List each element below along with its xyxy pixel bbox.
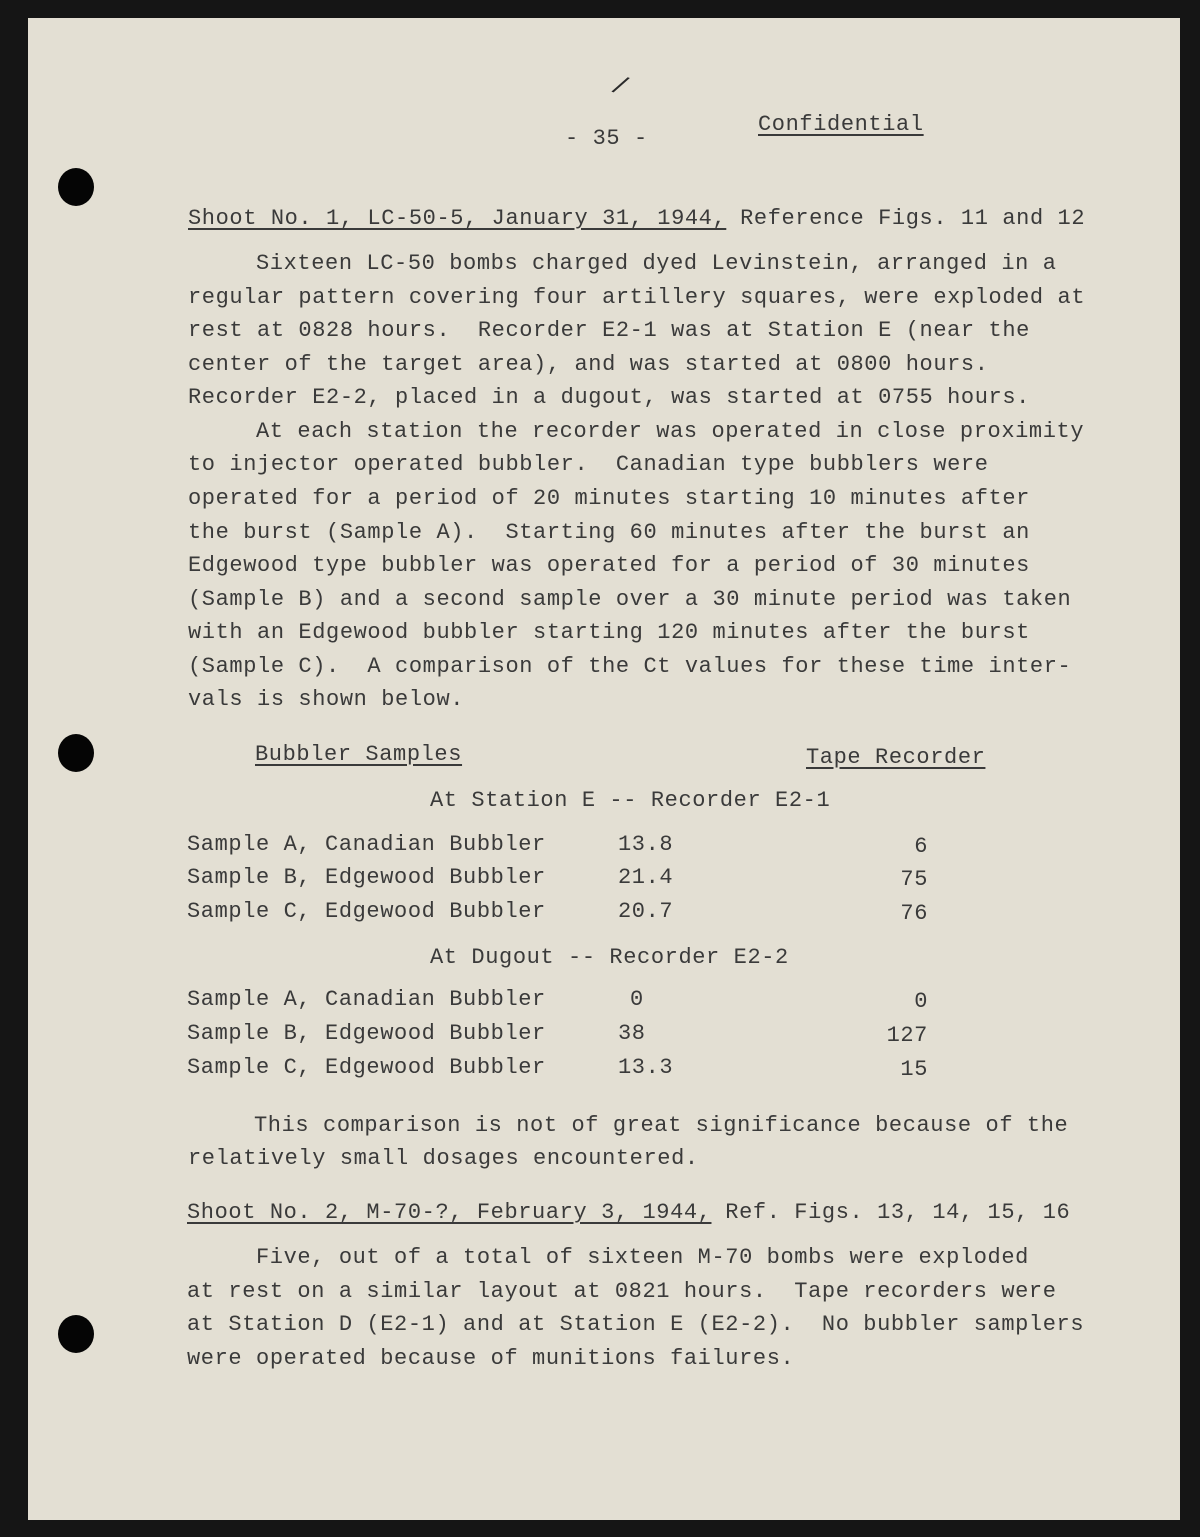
table-cell-tape: 75 [900,867,928,892]
shoot1-reference: Reference Figs. 11 and 12 [726,206,1086,231]
shoot2-reference: Ref. Figs. 13, 14, 15, 16 [711,1200,1071,1225]
table-cell-bubbler: 13.3 [618,1055,674,1080]
table-row-label: Sample B, Edgewood Bubbler [187,865,546,890]
punch-hole [58,734,94,772]
confidential-label: Confidential [758,112,924,137]
table-cell-bubbler: 0 [630,987,644,1012]
paragraph-line: Recorder E2-2, placed in a dugout, was started at 0755 hours. [188,385,1030,410]
table-cell-tape: 15 [900,1057,928,1082]
shoot2-title: Shoot No. 2, M-70-?, February 3, 1944, [187,1200,712,1225]
punch-hole [58,168,94,206]
table-header-tape: Tape Recorder [806,745,986,770]
paragraph-line: operated for a period of 20 minutes starting 10 minutes after [188,486,1030,511]
paragraph-line: at rest on a similar layout at 0821 hours. Tape recorders were [187,1279,1057,1304]
table-cell-tape: 76 [900,901,928,926]
table-row-label: Sample C, Edgewood Bubbler [187,1055,546,1080]
shoot1-heading [188,206,1085,232]
pencil-mark: / [607,70,633,104]
paragraph-line: Five, out of a total of sixteen M-70 bombs were exploded [256,1245,1029,1270]
paragraph-line: relatively small dosages encountered. [188,1146,699,1171]
table-group-heading: At Dugout -- Recorder E2-2 [430,945,789,970]
table-group-heading: At Station E -- Recorder E2-1 [430,788,831,813]
table-row-label: Sample A, Canadian Bubbler [187,832,546,857]
page-number: - 35 - [565,126,648,151]
paragraph-line: At each station the recorder was operated in close proximity [256,419,1085,444]
punch-hole [58,1315,94,1353]
paragraph-line: to injector operated bubbler. Canadian type bubblers were [188,452,989,477]
paragraph-line: at Station D (E2-1) and at Station E (E2-2). No bubbler samplers [187,1312,1085,1337]
table-header-bubbler: Bubbler Samples [255,742,463,767]
paragraph-line: This comparison is not of great significance because of the [254,1113,1069,1138]
table-cell-bubbler: 21.4 [618,865,674,890]
table-cell-tape: 6 [914,834,928,859]
paragraph-line: with an Edgewood bubbler starting 120 minutes after the burst [188,620,1030,645]
paragraph-line: center of the target area), and was started at 0800 hours. [188,352,989,377]
paragraph-line: were operated because of munitions failures. [187,1346,795,1371]
table-row-label: Sample C, Edgewood Bubbler [187,899,546,924]
table-cell-bubbler: 13.8 [618,832,674,857]
table-cell-tape: 127 [886,1023,928,1048]
table-row-label: Sample B, Edgewood Bubbler [187,1021,546,1046]
table-row-label: Sample A, Canadian Bubbler [187,987,546,1012]
paragraph-line: Edgewood type bubbler was operated for a period of 30 minutes [188,553,1030,578]
table-cell-tape: 0 [914,989,928,1014]
table-cell-bubbler: 38 [618,1021,646,1046]
paragraph-line: Sixteen LC-50 bombs charged dyed Levinstein, arranged in a [256,251,1057,276]
paragraph-line: (Sample C). A comparison of the Ct values for these time inter- [188,654,1072,679]
paragraph-line: vals is shown below. [188,687,465,712]
paragraph-line: rest at 0828 hours. Recorder E2-1 was at Station E (near the [188,318,1030,343]
table-cell-bubbler: 20.7 [618,899,674,924]
paragraph-line: (Sample B) and a second sample over a 30 minute period was taken [188,587,1072,612]
paragraph-line: regular pattern covering four artillery squares, were exploded at [188,285,1086,310]
shoot1-title: Shoot No. 1, LC-50-5, January 31, 1944, [188,206,727,231]
shoot2-heading [187,1200,1070,1226]
paragraph-line: the burst (Sample A). Starting 60 minutes after the burst an [188,520,1030,545]
